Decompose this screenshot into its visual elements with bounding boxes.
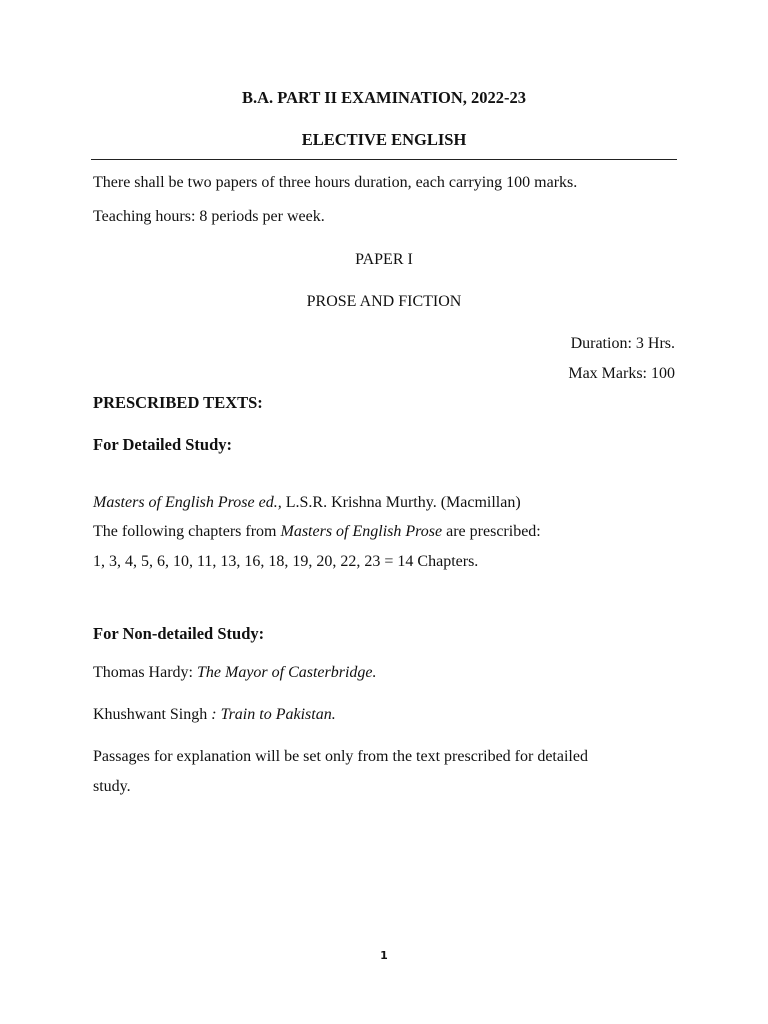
detailed-book-title: Masters of English Prose ed., — [93, 494, 282, 511]
text2-title: : Train to Pakistan. — [207, 706, 336, 723]
paper-label: PAPER I — [355, 251, 413, 268]
text1-title: The Mayor of Casterbridge. — [196, 664, 377, 681]
intro-papers-line: There shall be two papers of three hours duration, each carrying 100 marks. — [93, 174, 578, 191]
document-subtitle: ELECTIVE ENGLISH — [301, 130, 467, 149]
explanation-note-line-2: study. — [93, 778, 131, 795]
chapters-intro-start: The following chapters from — [93, 523, 281, 540]
text1-author: Thomas Hardy: — [93, 664, 197, 681]
non-detailed-text-2 — [93, 706, 336, 724]
paper-max-marks: Max Marks: 100 — [568, 365, 675, 382]
detailed-study-heading: For Detailed Study: — [93, 435, 233, 454]
chapters-intro-line — [93, 523, 541, 541]
detailed-book-line — [93, 494, 521, 512]
document-title: B.A. PART II EXAMINATION, 2022-23 — [241, 88, 527, 107]
non-detailed-study-heading: For Non-detailed Study: — [93, 624, 265, 643]
detailed-book-editor: L.S.R. Krishna Murthy. (Macmillan) — [281, 494, 521, 511]
text2-author: Khushwant Singh — [93, 706, 208, 723]
prescribed-texts-heading: PRESCRIBED TEXTS: — [93, 393, 263, 412]
title-divider — [91, 159, 677, 160]
page-number: 1 — [380, 949, 388, 962]
non-detailed-text-1 — [93, 664, 377, 682]
chapters-intro-end: are prescribed: — [442, 523, 541, 540]
chapters-intro-book-title: Masters of English Prose — [280, 523, 443, 540]
paper-subject: PROSE AND FICTION — [306, 293, 462, 310]
paper-duration: Duration: 3 Hrs. — [570, 335, 675, 352]
explanation-note-line-1: Passages for explanation will be set only from the text prescribed for detailed — [93, 748, 588, 765]
intro-teaching-hours: Teaching hours: 8 periods per week. — [93, 208, 325, 225]
chapters-list: 1, 3, 4, 5, 6, 10, 11, 13, 16, 18, 19, 20, 22, 23 = 14 Chapters. — [93, 553, 479, 570]
